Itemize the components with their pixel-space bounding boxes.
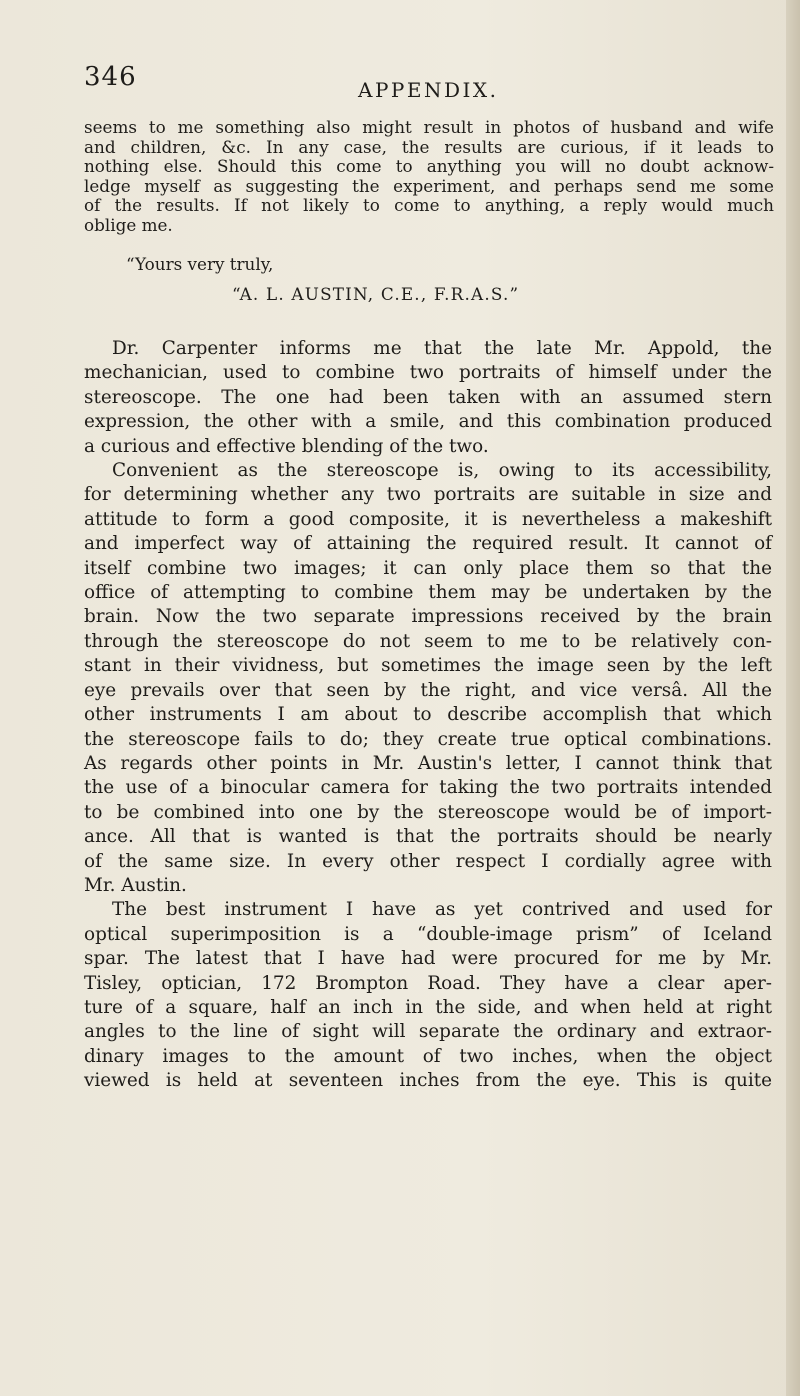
page-number: 346 (84, 62, 137, 92)
body-line: itself combine two images; it can only place them so that the (84, 557, 772, 579)
body-line: viewed is held at seventeen inches from the eye. This is quite (84, 1070, 772, 1092)
body-line: attitude to form a good composite, it is nevertheless a makeshift (84, 508, 772, 530)
body-line: the use of a binocular camera for taking the two portraits intended (84, 777, 772, 799)
body-line: mechanician, used to combine two portraits of himself under the (84, 362, 772, 384)
body-line: ance. All that is wanted is that the portraits should be nearly (84, 826, 772, 848)
body-line: dinary images to the amount of two inches, when the object (84, 1045, 772, 1067)
body-line: a curious and effective blending of the two. (84, 435, 489, 457)
letter-line: nothing else. Should this come to anything you will no doubt acknow- (84, 156, 774, 177)
body-line: office of attempting to combine them may be undertaken by the (84, 582, 772, 604)
body-line: stereoscope. The one had been taken with an assumed stern (84, 386, 772, 408)
body-line: Dr. Carpenter informs me that the late Mr. Appold, the (112, 338, 772, 359)
letter-excerpt (84, 118, 774, 236)
letter-line: and children, &c. In any case, the results are curious, if it leads to (84, 136, 774, 157)
body-line: spar. The latest that I have had were procured for me by Mr. (84, 948, 772, 970)
body-line: stant in their vividness, but sometimes the image seen by the left (84, 655, 772, 677)
body-line: Tisley, optician, 172 Brompton Road. They have a clear aper- (84, 972, 772, 994)
running-head: APPENDIX. (358, 78, 499, 102)
letter-line: of the results. If not likely to come to anything, a reply would much (84, 195, 774, 216)
body-line: expression, the other with a smile, and this combination produced (84, 411, 772, 433)
body-line: and imperfect way of attaining the required result. It cannot of (84, 533, 772, 555)
body-line: through the stereoscope do not seem to me to be relatively con- (84, 630, 772, 652)
body-line: angles to the line of sight will separate the ordinary and extraor- (84, 1021, 772, 1043)
body-text (84, 337, 772, 1094)
letter-signature: “A. L. AUSTIN, C.E., F.R.A.S.” (232, 284, 520, 304)
body-line: The best instrument I have as yet contrived and used for (112, 899, 772, 921)
body-line: brain. Now the two separate impressions received by the brain (84, 606, 772, 628)
letter-line: seems to me something also might result in photos of husband and wife (84, 117, 774, 137)
body-line: eye prevails over that seen by the right, and vice versâ. All the (84, 679, 772, 701)
letter-line: oblige me. (84, 214, 173, 235)
body-line: Convenient as the stereoscope is, owing to its accessibility, (112, 460, 772, 482)
body-line: to be combined into one by the stereoscope would be of import- (84, 801, 772, 823)
body-line: optical superimposition is a “double-image prism” of Iceland (84, 923, 772, 945)
body-line: the stereoscope fails to do; they create true optical combinations. (84, 728, 772, 750)
body-line: As regards other points in Mr. Austin's letter, I cannot think that (84, 752, 772, 774)
body-line: Mr. Austin. (84, 874, 187, 896)
body-line: ture of a square, half an inch in the side, and when held at right (84, 996, 772, 1018)
letter-closing: “Yours very truly, (126, 254, 274, 274)
letter-line: ledge myself as suggesting the experiment, and perhaps send me some (84, 175, 774, 196)
body-line: other instruments I am about to describe accomplish that which (84, 704, 772, 726)
page-spine-shadow (786, 0, 800, 1396)
body-line: of the same size. In every other respect I cordially agree with (84, 850, 772, 872)
body-line: for determining whether any two portraits are suitable in size and (84, 484, 772, 506)
